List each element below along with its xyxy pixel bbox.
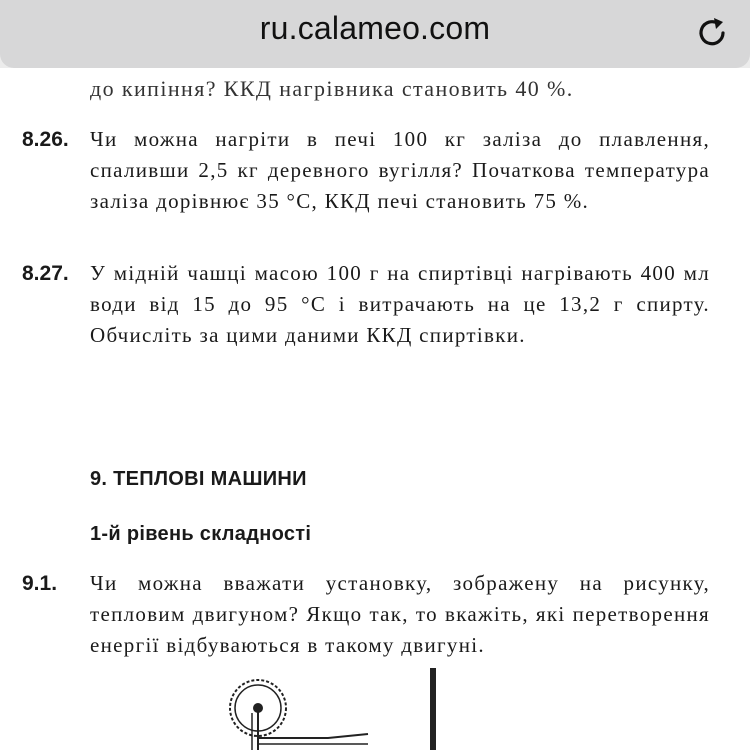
reload-icon[interactable] — [692, 13, 732, 53]
problem-text: Чи можна нагріти в печі 100 кг заліза до плавлення, спаливши 2,5 кг деревного вугілля? Початкова температура заліза дорівнює 35 °С, ККД печі становить 75 %. — [90, 127, 710, 213]
heat-engine-figure — [218, 668, 448, 750]
level-title: 1-й рівень складності — [90, 523, 312, 545]
section-title: 9. ТЕПЛОВІ МАШИНИ — [90, 468, 307, 490]
problem-number: 8.27. — [22, 262, 69, 285]
cut-off-text-line: до кипіння? ККД нагрівника становить 40 %. — [90, 76, 574, 101]
problem-text: У мідній чашці масою 100 г на спиртівці нагрівають 400 мл води від 15 до 95 °С і витрачають на це 13,2 г спирту. Обчисліть за цими даними ККД спиртівки. — [90, 261, 710, 347]
url-text[interactable]: ru.calameo.com — [259, 10, 491, 46]
browser-toolbar — [0, 0, 750, 68]
document-page[interactable] — [0, 68, 750, 750]
problem-text: Чи можна вважати установку, зображену на рисунку, тепловим двигуном? Якщо так, то вкажіть, які перетворення енергії відбуваються в такому двигуні. — [90, 571, 710, 657]
address-bar[interactable] — [0, 0, 750, 68]
problem-number: 8.26. — [22, 128, 69, 151]
problem-number: 9.1. — [22, 572, 58, 595]
